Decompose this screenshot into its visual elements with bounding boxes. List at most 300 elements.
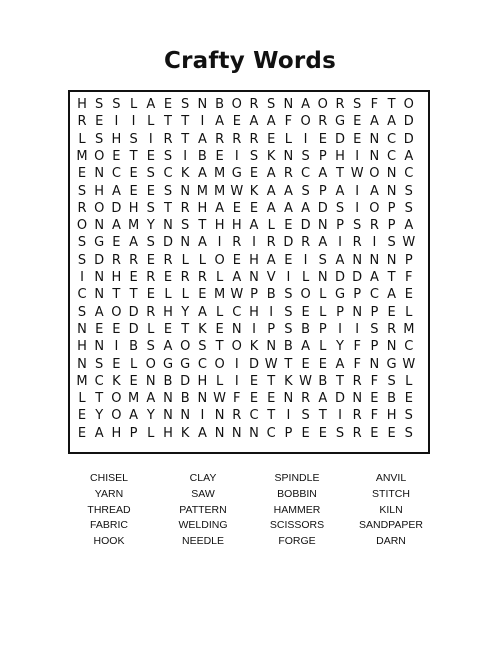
- grid-letter: E: [163, 270, 173, 285]
- grid-letter: A: [215, 114, 225, 130]
- grid-letter: F: [370, 97, 379, 112]
- grid-letter: G: [334, 287, 346, 303]
- grid-letter: M: [403, 321, 415, 337]
- grid-letter: E: [301, 356, 310, 372]
- grid-letter: A: [387, 287, 397, 303]
- grid-letter: A: [197, 425, 207, 441]
- grid-letter: A: [249, 218, 259, 234]
- grid-letter: K: [266, 148, 276, 164]
- word-list-item: BOBBIN: [277, 487, 317, 500]
- grid-letter: T: [181, 114, 190, 130]
- grid-letter: H: [231, 218, 242, 234]
- grid-letter: I: [234, 148, 239, 164]
- grid-letter: L: [147, 114, 155, 130]
- grid-letter: E: [387, 304, 396, 320]
- grid-letter: R: [215, 131, 225, 147]
- grid-letter: A: [215, 200, 225, 216]
- grid-letter: H: [163, 304, 173, 320]
- grid-letter: R: [77, 200, 87, 216]
- grid-letter: T: [164, 114, 172, 130]
- grid-letter: N: [163, 408, 173, 424]
- grid-letter: A: [387, 114, 397, 130]
- grid-letter: S: [284, 287, 293, 303]
- grid-letter: R: [249, 131, 259, 147]
- grid-letter: R: [369, 218, 379, 234]
- grid-letter: T: [318, 408, 327, 424]
- grid-letter: E: [146, 287, 155, 303]
- grid-letter: E: [112, 148, 121, 164]
- grid-letter: O: [300, 114, 311, 130]
- grid-letter: N: [266, 339, 277, 355]
- grid-letter: O: [76, 218, 88, 234]
- grid-letter: O: [214, 252, 225, 268]
- grid-letter: W: [264, 356, 278, 372]
- grid-letter: A: [197, 166, 207, 182]
- grid-letter: D: [403, 114, 414, 130]
- grid-letter: O: [369, 200, 380, 216]
- grid-letter: P: [318, 148, 327, 164]
- grid-letter: W: [213, 391, 227, 407]
- grid-letter: P: [318, 321, 327, 337]
- grid-letter: L: [215, 304, 224, 320]
- grid-letter: H: [77, 339, 87, 355]
- grid-letter: O: [94, 200, 105, 216]
- grid-letter: S: [404, 200, 413, 216]
- grid-letter: N: [163, 391, 173, 407]
- grid-letter: A: [146, 97, 156, 112]
- grid-letter: I: [252, 235, 256, 251]
- grid-letter: L: [129, 356, 138, 372]
- grid-letter: R: [197, 270, 207, 285]
- grid-letter: O: [214, 356, 225, 372]
- grid-letter: E: [404, 391, 413, 407]
- grid-letter: O: [111, 408, 122, 424]
- grid-letter: L: [78, 391, 86, 407]
- grid-letter: N: [163, 218, 173, 234]
- grid-letter: A: [283, 200, 293, 216]
- grid-letter: D: [334, 391, 345, 407]
- grid-letter: R: [266, 235, 276, 251]
- grid-letter: N: [283, 97, 294, 112]
- grid-letter: E: [232, 200, 241, 216]
- grid-letter: S: [318, 252, 327, 268]
- grid-letter: I: [338, 235, 342, 251]
- grid-letter: R: [387, 321, 397, 337]
- grid-letter: I: [183, 148, 188, 164]
- grid-letter: P: [336, 304, 344, 320]
- grid-letter: I: [269, 304, 274, 320]
- grid-letter: P: [250, 287, 258, 303]
- grid-letter: F: [284, 114, 293, 130]
- grid-letter: T: [387, 270, 396, 285]
- grid-letter: A: [301, 339, 311, 355]
- grid-letter: I: [355, 200, 360, 216]
- grid-letter: F: [353, 356, 361, 372]
- grid-letter: R: [232, 408, 242, 424]
- word-list-item: HOOK: [93, 535, 125, 548]
- word-list-item: WELDING: [178, 519, 228, 532]
- grid-letter: B: [163, 373, 173, 389]
- grid-letter: S: [404, 183, 413, 199]
- grid-letter: C: [77, 287, 87, 303]
- grid-letter: A: [335, 356, 345, 372]
- grid-letter: R: [352, 235, 362, 251]
- grid-letter: B: [387, 391, 397, 407]
- grid-letter: D: [334, 131, 345, 147]
- grid-letter: E: [163, 321, 173, 337]
- grid-letter: A: [404, 148, 414, 164]
- grid-letter: L: [147, 425, 155, 441]
- grid-letter: A: [318, 235, 328, 251]
- grid-letter: L: [405, 373, 413, 389]
- grid-letter: S: [95, 356, 104, 372]
- grid-letter: C: [197, 356, 207, 372]
- grid-letter: N: [249, 425, 259, 441]
- grid-letter: M: [213, 183, 226, 199]
- grid-letter: R: [180, 200, 190, 216]
- grid-letter: C: [404, 339, 414, 355]
- grid-letter: P: [387, 218, 396, 234]
- grid-letter: F: [353, 339, 361, 355]
- grid-letter: A: [283, 183, 293, 199]
- grid-letter: A: [369, 270, 379, 285]
- grid-letter: N: [369, 148, 380, 164]
- grid-letter: G: [94, 235, 105, 251]
- grid-letter: N: [77, 321, 87, 337]
- grid-letter: O: [231, 97, 242, 112]
- grid-letter: N: [352, 252, 363, 268]
- grid-letter: R: [232, 235, 242, 251]
- word-list-item: SANDPAPER: [359, 519, 423, 532]
- grid-letter: B: [301, 321, 311, 337]
- grid-letter: P: [284, 425, 293, 441]
- grid-letter: E: [129, 270, 138, 285]
- grid-letter: G: [386, 356, 397, 372]
- grid-letter: A: [301, 200, 311, 216]
- word-list-item: DARN: [376, 535, 406, 548]
- grid-letter: M: [213, 166, 226, 182]
- grid-letter: D: [94, 252, 105, 268]
- grid-letter: A: [301, 97, 311, 112]
- grid-letter: T: [387, 97, 396, 112]
- grid-letter: T: [129, 287, 138, 303]
- grid-letter: I: [200, 114, 205, 130]
- grid-letter: B: [215, 97, 225, 112]
- grid-letter: L: [267, 218, 275, 234]
- grid-letter: E: [318, 425, 327, 441]
- grid-letter: E: [215, 321, 224, 337]
- grid-letter: N: [386, 166, 397, 182]
- grid-letter: R: [283, 166, 293, 182]
- grid-letter: E: [353, 114, 362, 130]
- grid-letter: E: [146, 183, 155, 199]
- grid-letter: G: [180, 356, 191, 372]
- grid-letter: S: [146, 339, 155, 355]
- grid-letter: D: [111, 200, 122, 216]
- letter-grid: [68, 90, 430, 454]
- grid-letter: E: [129, 166, 138, 182]
- word-list-item: ANVIL: [375, 472, 407, 484]
- grid-letter: S: [146, 235, 155, 251]
- grid-letter: T: [267, 408, 276, 424]
- grid-letter: E: [95, 321, 104, 337]
- grid-letter: B: [129, 339, 139, 355]
- grid-letter: S: [267, 97, 276, 112]
- grid-letter: E: [249, 373, 259, 389]
- grid-letter: T: [336, 373, 344, 389]
- grid-letter: N: [369, 131, 380, 147]
- grid-letter: S: [77, 304, 87, 320]
- grid-letter: S: [387, 373, 396, 389]
- grid-letter: N: [180, 183, 191, 199]
- grid-letter: N: [94, 270, 105, 285]
- grid-letter: N: [317, 270, 328, 285]
- grid-letter: H: [111, 270, 122, 285]
- grid-letter: I: [355, 183, 360, 199]
- grid-letter: L: [215, 373, 224, 389]
- grid-letter: E: [146, 148, 155, 164]
- grid-letter: E: [387, 425, 396, 441]
- grid-letter: I: [286, 408, 291, 424]
- grid-letter: A: [369, 183, 379, 199]
- grid-letter: P: [404, 252, 413, 268]
- grid-letter: O: [231, 339, 242, 355]
- grid-letter: L: [181, 252, 189, 268]
- grid-letter: E: [404, 287, 413, 303]
- grid-letter: S: [95, 97, 104, 112]
- grid-letter: E: [112, 321, 121, 337]
- grid-letter: C: [369, 287, 379, 303]
- grid-letter: C: [266, 425, 276, 441]
- grid-letter: I: [303, 252, 308, 268]
- grid-letter: T: [336, 166, 344, 182]
- grid-letter: L: [78, 131, 86, 147]
- grid-letter: P: [370, 339, 379, 355]
- grid-letter: H: [94, 183, 105, 199]
- grid-letter: M: [213, 287, 226, 303]
- grid-letter: E: [249, 166, 259, 182]
- grid-letter: A: [163, 339, 173, 355]
- grid-letter: S: [404, 408, 413, 424]
- grid-letter: D: [300, 218, 311, 234]
- grid-letter: E: [249, 200, 259, 216]
- grid-letter: W: [350, 166, 364, 182]
- grid-letter: V: [266, 270, 276, 285]
- grid-letter: P: [267, 321, 276, 337]
- grid-letter: E: [370, 425, 379, 441]
- grid-letter: S: [112, 97, 121, 112]
- grid-letter: T: [267, 373, 276, 389]
- grid-letter: D: [317, 200, 328, 216]
- grid-letter: H: [111, 425, 122, 441]
- grid-letter: L: [215, 270, 224, 285]
- grid-letter: R: [146, 304, 156, 320]
- grid-letter: P: [318, 183, 327, 199]
- grid-letter: N: [180, 408, 191, 424]
- grid-letter: H: [77, 97, 87, 112]
- grid-letter: N: [197, 97, 208, 112]
- grid-letter: A: [197, 131, 207, 147]
- grid-letter: B: [197, 148, 207, 164]
- grid-letter: S: [163, 148, 173, 164]
- grid-letter: W: [230, 183, 244, 199]
- grid-letter: S: [181, 97, 190, 112]
- grid-letter: N: [94, 218, 105, 234]
- grid-letter: H: [128, 200, 139, 216]
- grid-letter: G: [162, 356, 174, 372]
- grid-letter: N: [231, 425, 242, 441]
- grid-letter: I: [338, 321, 342, 337]
- grid-letter: P: [387, 200, 396, 216]
- grid-letter: I: [355, 148, 360, 164]
- grid-letter: F: [370, 408, 379, 424]
- grid-letter: E: [267, 131, 276, 147]
- grid-letter: I: [148, 131, 153, 147]
- grid-letter: O: [180, 339, 191, 355]
- grid-letter: E: [353, 131, 362, 147]
- grid-letter: N: [249, 270, 259, 285]
- grid-letter: E: [249, 391, 259, 407]
- grid-letter: M: [76, 148, 88, 164]
- grid-letter: K: [198, 321, 207, 337]
- grid-letter: I: [114, 114, 119, 130]
- grid-letter: W: [230, 287, 244, 303]
- grid-letter: A: [404, 218, 414, 234]
- grid-letter: A: [111, 183, 121, 199]
- grid-letter: I: [114, 339, 119, 355]
- grid-letter: Y: [146, 218, 155, 234]
- grid-letter: W: [402, 235, 416, 251]
- grid-letter: C: [232, 304, 242, 320]
- grid-letter: I: [338, 408, 342, 424]
- grid-letter: S: [77, 252, 87, 268]
- word-list-item: CLAY: [189, 472, 217, 484]
- grid-letter: A: [111, 218, 121, 234]
- grid-letter: I: [131, 114, 136, 130]
- grid-letter: K: [180, 166, 190, 182]
- grid-letter: A: [369, 114, 379, 130]
- word-list-item: FABRIC: [90, 519, 128, 532]
- grid-letter: I: [286, 270, 291, 285]
- grid-letter: A: [266, 166, 276, 182]
- grid-letter: E: [267, 391, 276, 407]
- grid-letter: G: [231, 166, 242, 182]
- grid-letter: O: [317, 97, 328, 112]
- grid-letter: L: [319, 339, 327, 355]
- grid-letter: T: [164, 200, 172, 216]
- grid-letter: T: [112, 287, 121, 303]
- grid-letter: O: [111, 391, 122, 407]
- grid-letter: L: [147, 321, 155, 337]
- grid-letter: O: [369, 166, 380, 182]
- grid-letter: R: [163, 131, 173, 147]
- grid-letter: S: [353, 218, 362, 234]
- grid-letter: S: [370, 321, 379, 337]
- word-list-item: SCISSORS: [269, 519, 325, 532]
- grid-letter: C: [404, 166, 414, 182]
- grid-letter: R: [352, 425, 362, 441]
- grid-letter: L: [181, 287, 189, 303]
- grid-letter: S: [249, 148, 259, 164]
- grid-letter: E: [129, 183, 138, 199]
- grid-letter: R: [146, 270, 156, 285]
- grid-letter: D: [403, 131, 414, 147]
- grid-letter: M: [127, 218, 140, 234]
- grid-letter: H: [197, 373, 208, 389]
- grid-letter: N: [386, 339, 397, 355]
- grid-letter: R: [249, 97, 259, 112]
- grid-letter: F: [370, 373, 379, 389]
- word-list-item: FORGE: [278, 535, 316, 548]
- word-list-item: YARN: [94, 487, 124, 500]
- grid-letter: F: [233, 391, 241, 407]
- grid-letter: O: [111, 304, 122, 320]
- grid-letter: T: [181, 131, 190, 147]
- grid-letter: S: [95, 131, 104, 147]
- grid-letter: S: [284, 304, 293, 320]
- grid-letter: R: [301, 235, 311, 251]
- grid-letter: R: [352, 373, 362, 389]
- grid-letter: N: [369, 356, 380, 372]
- grid-letter: N: [197, 391, 208, 407]
- grid-letter: I: [200, 408, 205, 424]
- grid-letter: E: [163, 97, 173, 112]
- grid-letter: L: [284, 131, 293, 147]
- grid-letter: G: [334, 114, 346, 130]
- grid-letter: M: [196, 183, 208, 199]
- grid-letter: A: [197, 304, 207, 320]
- grid-letter: F: [405, 270, 413, 285]
- word-list-item: CHISEL: [90, 472, 128, 484]
- grid-letter: B: [318, 373, 328, 389]
- grid-letter: E: [112, 235, 121, 251]
- grid-letter: W: [402, 356, 416, 372]
- grid-letter: L: [405, 304, 413, 320]
- grid-letter: D: [128, 321, 139, 337]
- grid-letter: N: [94, 287, 105, 303]
- grid-letter: S: [198, 339, 207, 355]
- grid-letter: T: [181, 321, 190, 337]
- grid-letter: H: [111, 131, 122, 147]
- grid-letter: A: [266, 252, 276, 268]
- grid-letter: L: [198, 252, 207, 268]
- grid-letter: O: [300, 287, 311, 303]
- grid-letter: L: [129, 97, 138, 112]
- grid-letter: B: [180, 391, 190, 407]
- grid-letter: O: [403, 97, 414, 112]
- grid-letter: I: [217, 235, 222, 251]
- grid-letter: S: [301, 148, 310, 164]
- grid-letter: T: [198, 218, 207, 234]
- grid-letter: C: [387, 131, 397, 147]
- grid-letter: L: [301, 270, 310, 285]
- grid-letter: E: [232, 252, 241, 268]
- grid-letter: N: [352, 391, 363, 407]
- grid-letter: E: [95, 114, 104, 130]
- grid-letter: L: [319, 287, 327, 303]
- grid-letter: M: [76, 373, 88, 389]
- grid-letter: N: [214, 408, 225, 424]
- grid-letter: E: [318, 131, 327, 147]
- grid-letter: N: [77, 356, 87, 372]
- grid-letter: D: [334, 270, 345, 285]
- grid-letter: H: [335, 148, 345, 164]
- grid-letter: I: [234, 373, 239, 389]
- grid-letter: A: [197, 235, 207, 251]
- grid-letter: E: [301, 304, 310, 320]
- grid-letter: D: [352, 270, 363, 285]
- grid-letter: N: [352, 304, 363, 320]
